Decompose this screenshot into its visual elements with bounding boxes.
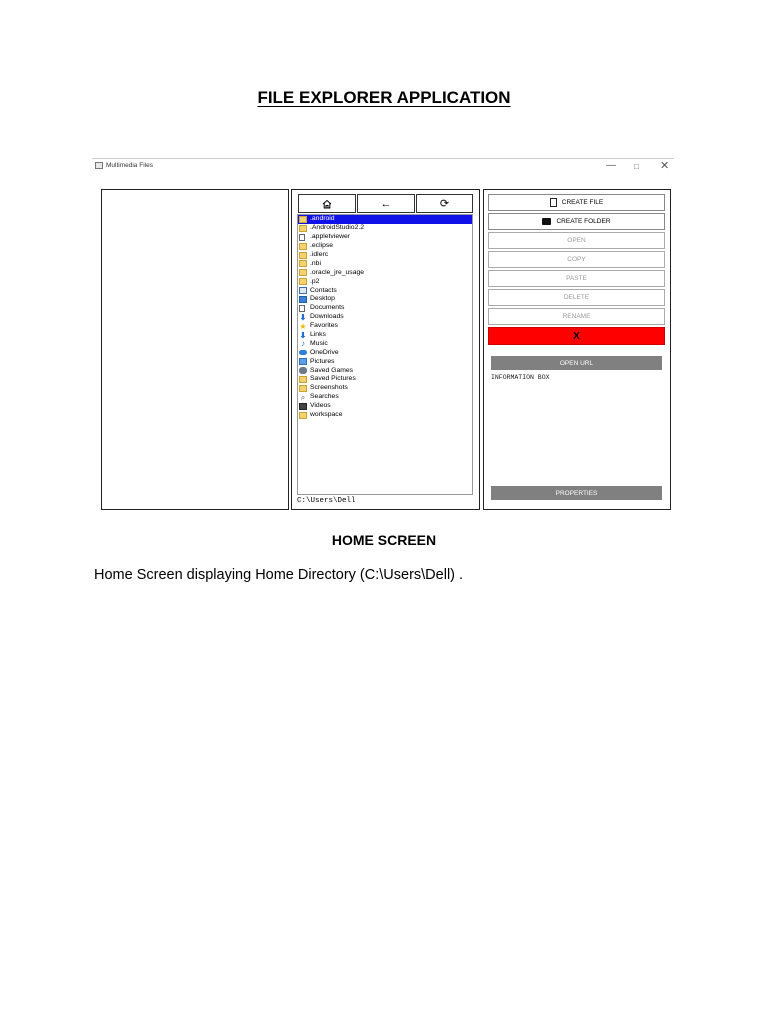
cloud-icon bbox=[299, 350, 307, 355]
blue-icon bbox=[299, 296, 307, 303]
file-list[interactable] bbox=[297, 214, 473, 495]
document-title bbox=[0, 88, 768, 108]
file-name: .idlerc bbox=[310, 251, 329, 258]
open-label: OPEN bbox=[567, 237, 586, 244]
file-list-item[interactable] bbox=[298, 215, 472, 224]
open-url-button[interactable] bbox=[491, 356, 662, 370]
properties-button[interactable] bbox=[491, 486, 662, 500]
rename-button[interactable] bbox=[488, 308, 665, 325]
copy-button[interactable] bbox=[488, 251, 665, 268]
information-box: INFORMATION BOX bbox=[491, 374, 550, 381]
window-title: Multimedia Files bbox=[106, 162, 153, 169]
file-name: .p2 bbox=[310, 277, 320, 285]
folder-icon bbox=[299, 216, 307, 223]
home-button[interactable] bbox=[298, 194, 356, 213]
file-list-item[interactable] bbox=[298, 251, 472, 260]
file-list-item[interactable] bbox=[298, 348, 472, 357]
refresh-icon: ⟳ bbox=[439, 198, 450, 210]
star-icon: ★ bbox=[299, 321, 307, 331]
folder-icon bbox=[299, 243, 307, 250]
back-arrow-icon: ← bbox=[380, 197, 392, 210]
file-name: Favorites bbox=[310, 322, 338, 330]
preview-panel bbox=[101, 189, 289, 510]
file-name: Videos bbox=[310, 402, 331, 410]
section-heading: HOME SCREEN bbox=[331, 532, 437, 548]
file-name: Documents bbox=[310, 304, 345, 312]
file-list-item[interactable] bbox=[298, 357, 472, 366]
create-file-label: CREATE FILE bbox=[561, 199, 604, 206]
note-icon: ♪ bbox=[301, 339, 305, 349]
file-name: Contacts bbox=[310, 286, 337, 294]
delete-button[interactable] bbox=[488, 289, 665, 306]
pic-icon bbox=[299, 358, 307, 365]
file-name: .AndroidStudio2.2 bbox=[310, 224, 365, 232]
folder-icon bbox=[299, 412, 307, 419]
file-icon bbox=[299, 305, 305, 312]
copy-label: COPY bbox=[567, 256, 586, 263]
file-name: workspace bbox=[310, 411, 343, 419]
delete-label: DELETE bbox=[563, 294, 590, 301]
document-title-text: FILE EXPLORER APPLICATION bbox=[257, 88, 511, 107]
file-list-item[interactable] bbox=[298, 313, 472, 322]
back-button[interactable] bbox=[357, 194, 415, 213]
file-name: Pictures bbox=[310, 357, 335, 365]
file-list-item[interactable] bbox=[298, 224, 472, 233]
file-list-item[interactable] bbox=[298, 366, 472, 375]
open-button[interactable] bbox=[488, 232, 665, 249]
exit-button[interactable] bbox=[488, 327, 665, 345]
app-icon bbox=[95, 162, 103, 169]
file-list-item[interactable] bbox=[298, 331, 472, 340]
app-screenshot bbox=[92, 158, 674, 514]
file-list-item[interactable] bbox=[298, 233, 472, 242]
file-list-item[interactable] bbox=[298, 402, 472, 411]
create-folder-button[interactable] bbox=[488, 213, 665, 230]
folder-icon bbox=[299, 260, 307, 267]
folder-icon bbox=[299, 252, 307, 259]
folder-icon bbox=[299, 225, 307, 232]
maximize-button[interactable]: □ bbox=[634, 162, 639, 171]
file-list-item[interactable] bbox=[298, 268, 472, 277]
file-name: Saved Games bbox=[310, 366, 354, 374]
file-list-item[interactable] bbox=[298, 277, 472, 286]
file-list-item[interactable] bbox=[298, 411, 472, 420]
rename-label: RENAME bbox=[562, 313, 591, 320]
file-name: Saved Pictures bbox=[310, 375, 356, 383]
contact-icon bbox=[299, 287, 307, 294]
folder-icon bbox=[299, 269, 307, 276]
paste-button[interactable] bbox=[488, 270, 665, 287]
folder-icon bbox=[299, 278, 307, 285]
properties-label: PROPERTIES bbox=[555, 489, 598, 497]
file-list-item[interactable] bbox=[298, 295, 472, 304]
file-name: .android bbox=[310, 215, 335, 223]
file-icon bbox=[299, 234, 305, 241]
create-file-button[interactable] bbox=[488, 194, 665, 211]
browser-panel bbox=[291, 189, 480, 510]
file-name: .nbi bbox=[310, 259, 321, 267]
paste-label: PASTE bbox=[566, 275, 587, 282]
caption-text: Home Screen displaying Home Directory (C:\Users\Dell) . bbox=[94, 567, 464, 583]
file-name: .appletviewer bbox=[310, 233, 351, 241]
current-path: C:\Users\Dell bbox=[297, 497, 356, 505]
file-list-item[interactable] bbox=[298, 339, 472, 348]
arrow-icon: ⬇ bbox=[299, 330, 307, 340]
home-icon bbox=[322, 199, 332, 209]
game-icon bbox=[299, 367, 307, 374]
folder-icon bbox=[542, 218, 551, 225]
folder-icon bbox=[299, 385, 307, 392]
file-name: Searches bbox=[310, 393, 339, 401]
file-name: Screenshots bbox=[310, 384, 348, 392]
file-name: OneDrive bbox=[310, 348, 339, 356]
exit-label: X bbox=[573, 330, 580, 342]
file-list-item[interactable] bbox=[298, 384, 472, 393]
minimize-button[interactable]: — bbox=[606, 160, 616, 171]
file-name: Downloads bbox=[310, 313, 344, 321]
video-icon bbox=[299, 403, 307, 410]
actions-panel bbox=[483, 189, 671, 510]
folder-icon bbox=[299, 376, 307, 383]
close-window-button[interactable]: ✕ bbox=[660, 160, 670, 172]
file-name: Links bbox=[310, 331, 326, 339]
file-name: Music bbox=[310, 339, 328, 347]
file-list-item[interactable] bbox=[298, 375, 472, 384]
search-icon: ⌕ bbox=[300, 392, 306, 402]
file-name: .oracle_jre_usage bbox=[310, 268, 365, 276]
file-list-item[interactable] bbox=[298, 393, 472, 402]
file-list-item[interactable] bbox=[298, 304, 472, 313]
open-url-label: OPEN URL bbox=[559, 359, 594, 367]
file-list-item[interactable] bbox=[298, 322, 472, 331]
refresh-button[interactable] bbox=[416, 194, 473, 213]
arrow-icon: ⬇ bbox=[299, 312, 307, 322]
file-list-item[interactable] bbox=[298, 259, 472, 268]
file-name: Desktop bbox=[310, 295, 335, 303]
file-icon bbox=[550, 198, 557, 207]
file-name: .eclipse bbox=[310, 242, 334, 250]
file-list-item[interactable] bbox=[298, 286, 472, 295]
window-titlebar bbox=[92, 158, 674, 174]
create-folder-label: CREATE FOLDER bbox=[556, 218, 611, 225]
file-list-item[interactable] bbox=[298, 242, 472, 251]
